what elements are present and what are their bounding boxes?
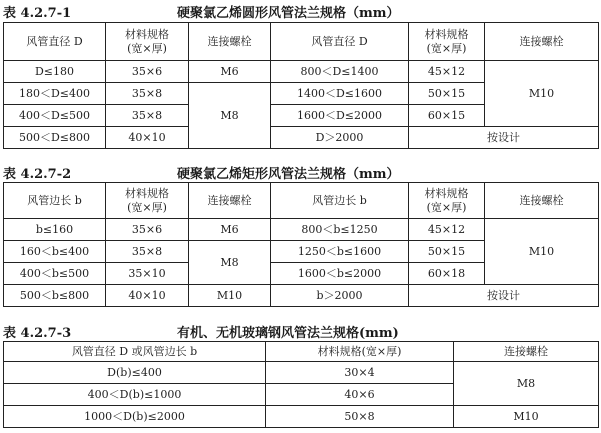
table1-number: 表 4.2.7-1 (3, 6, 72, 21)
table-cell: 160＜b≤400 (4, 241, 106, 263)
table-cell: 1250＜b≤1600 (271, 241, 409, 263)
table-cell: 180＜D≤400 (4, 83, 106, 105)
table1-bolt-merged-right: M10 (485, 61, 599, 127)
table-cell: 50×15 (409, 241, 485, 263)
table-cell: 50×15 (409, 83, 485, 105)
table1 (3, 22, 599, 149)
table1-bolt-merged-left: M8 (189, 83, 271, 149)
table-cell: 1000＜D(b)≤2000 (4, 406, 266, 428)
table2-number: 表 4.2.7-2 (3, 167, 72, 182)
table3-header-material: 材料规格(宽×厚) (266, 342, 454, 362)
table-cell: 35×6 (106, 61, 189, 83)
table-cell: 800＜b≤1250 (271, 219, 409, 241)
table-cell: 45×12 (409, 61, 485, 83)
table-cell: 500＜b≤800 (4, 285, 106, 307)
table-cell: M10 (189, 285, 271, 307)
table1-header-diameter-right: 风管直径 D (271, 23, 409, 61)
table2-title: 硬聚氯乙烯矩形风管法兰规格（mm） (177, 167, 400, 182)
table1-header-material-left: 材料规格 (宽×厚) (106, 23, 189, 61)
table2-bolt-merged-mid: M8 (189, 241, 271, 285)
table-cell: 400＜b≤500 (4, 263, 106, 285)
table2-header-bolt-right: 连接螺栓 (485, 183, 599, 219)
table-cell: M10 (454, 406, 599, 428)
table-cell: 50×8 (266, 406, 454, 428)
table-cell: 60×18 (409, 263, 485, 285)
table2-header-side-right: 风管边长 b (271, 183, 409, 219)
table-cell: 按设计 (409, 285, 599, 307)
table-cell: 40×10 (106, 127, 189, 149)
table-cell: 40×10 (106, 285, 189, 307)
table-cell: D(b)≤400 (4, 362, 266, 384)
table-cell: 45×12 (409, 219, 485, 241)
table-cell: 35×8 (106, 83, 189, 105)
table-cell: 40×6 (266, 384, 454, 406)
table3-title: 有机、无机玻璃钢风管法兰规格(mm) (177, 326, 399, 341)
table2-header-side-left: 风管边长 b (4, 183, 106, 219)
table-cell: 按设计 (409, 127, 599, 149)
table-cell: D＞2000 (271, 127, 409, 149)
table-cell: 35×8 (106, 241, 189, 263)
table1-title: 硬聚氯乙烯圆形风管法兰规格（mm） (177, 6, 400, 21)
table3-header-size: 风管直径 D 或风管边长 b (4, 342, 266, 362)
table-cell: 30×4 (266, 362, 454, 384)
table1-header-bolt-left: 连接螺栓 (189, 23, 271, 61)
table-cell: 1400＜D≤1600 (271, 83, 409, 105)
table3-caption (3, 322, 598, 341)
table2-header-material-left: 材料规格 (宽×厚) (106, 183, 189, 219)
table-cell: 400＜D(b)≤1000 (4, 384, 266, 406)
table3-bolt-merged: M8 (454, 362, 599, 406)
table1-header-bolt-right: 连接螺栓 (485, 23, 599, 61)
table-cell: D≤180 (4, 61, 106, 83)
table2-header-bolt-left: 连接螺栓 (189, 183, 271, 219)
table-cell: M6 (189, 61, 271, 83)
table-cell: 1600＜D≤2000 (271, 105, 409, 127)
table-cell: 500＜D≤800 (4, 127, 106, 149)
table2-header-material-right: 材料规格 (宽×厚) (409, 183, 485, 219)
table-cell: 35×8 (106, 105, 189, 127)
table3-header-bolt: 连接螺栓 (454, 342, 599, 362)
table1-header-diameter-left: 风管直径 D (4, 23, 106, 61)
table-cell: 35×10 (106, 263, 189, 285)
table-cell: b＞2000 (271, 285, 409, 307)
table-cell: 1600＜b≤2000 (271, 263, 409, 285)
table2 (3, 182, 599, 307)
table-cell: M6 (189, 219, 271, 241)
table2-caption (3, 163, 598, 182)
table2-bolt-merged-right: M10 (485, 219, 599, 285)
table3-number: 表 4.2.7-3 (3, 326, 72, 341)
table3 (3, 341, 599, 428)
table1-header-material-right: 材料规格 (宽×厚) (409, 23, 485, 61)
table-cell: b≤160 (4, 219, 106, 241)
table-cell: 400＜D≤500 (4, 105, 106, 127)
table1-caption (3, 2, 598, 21)
table-cell: 800＜D≤1400 (271, 61, 409, 83)
table-cell: 35×6 (106, 219, 189, 241)
table-cell: 60×15 (409, 105, 485, 127)
